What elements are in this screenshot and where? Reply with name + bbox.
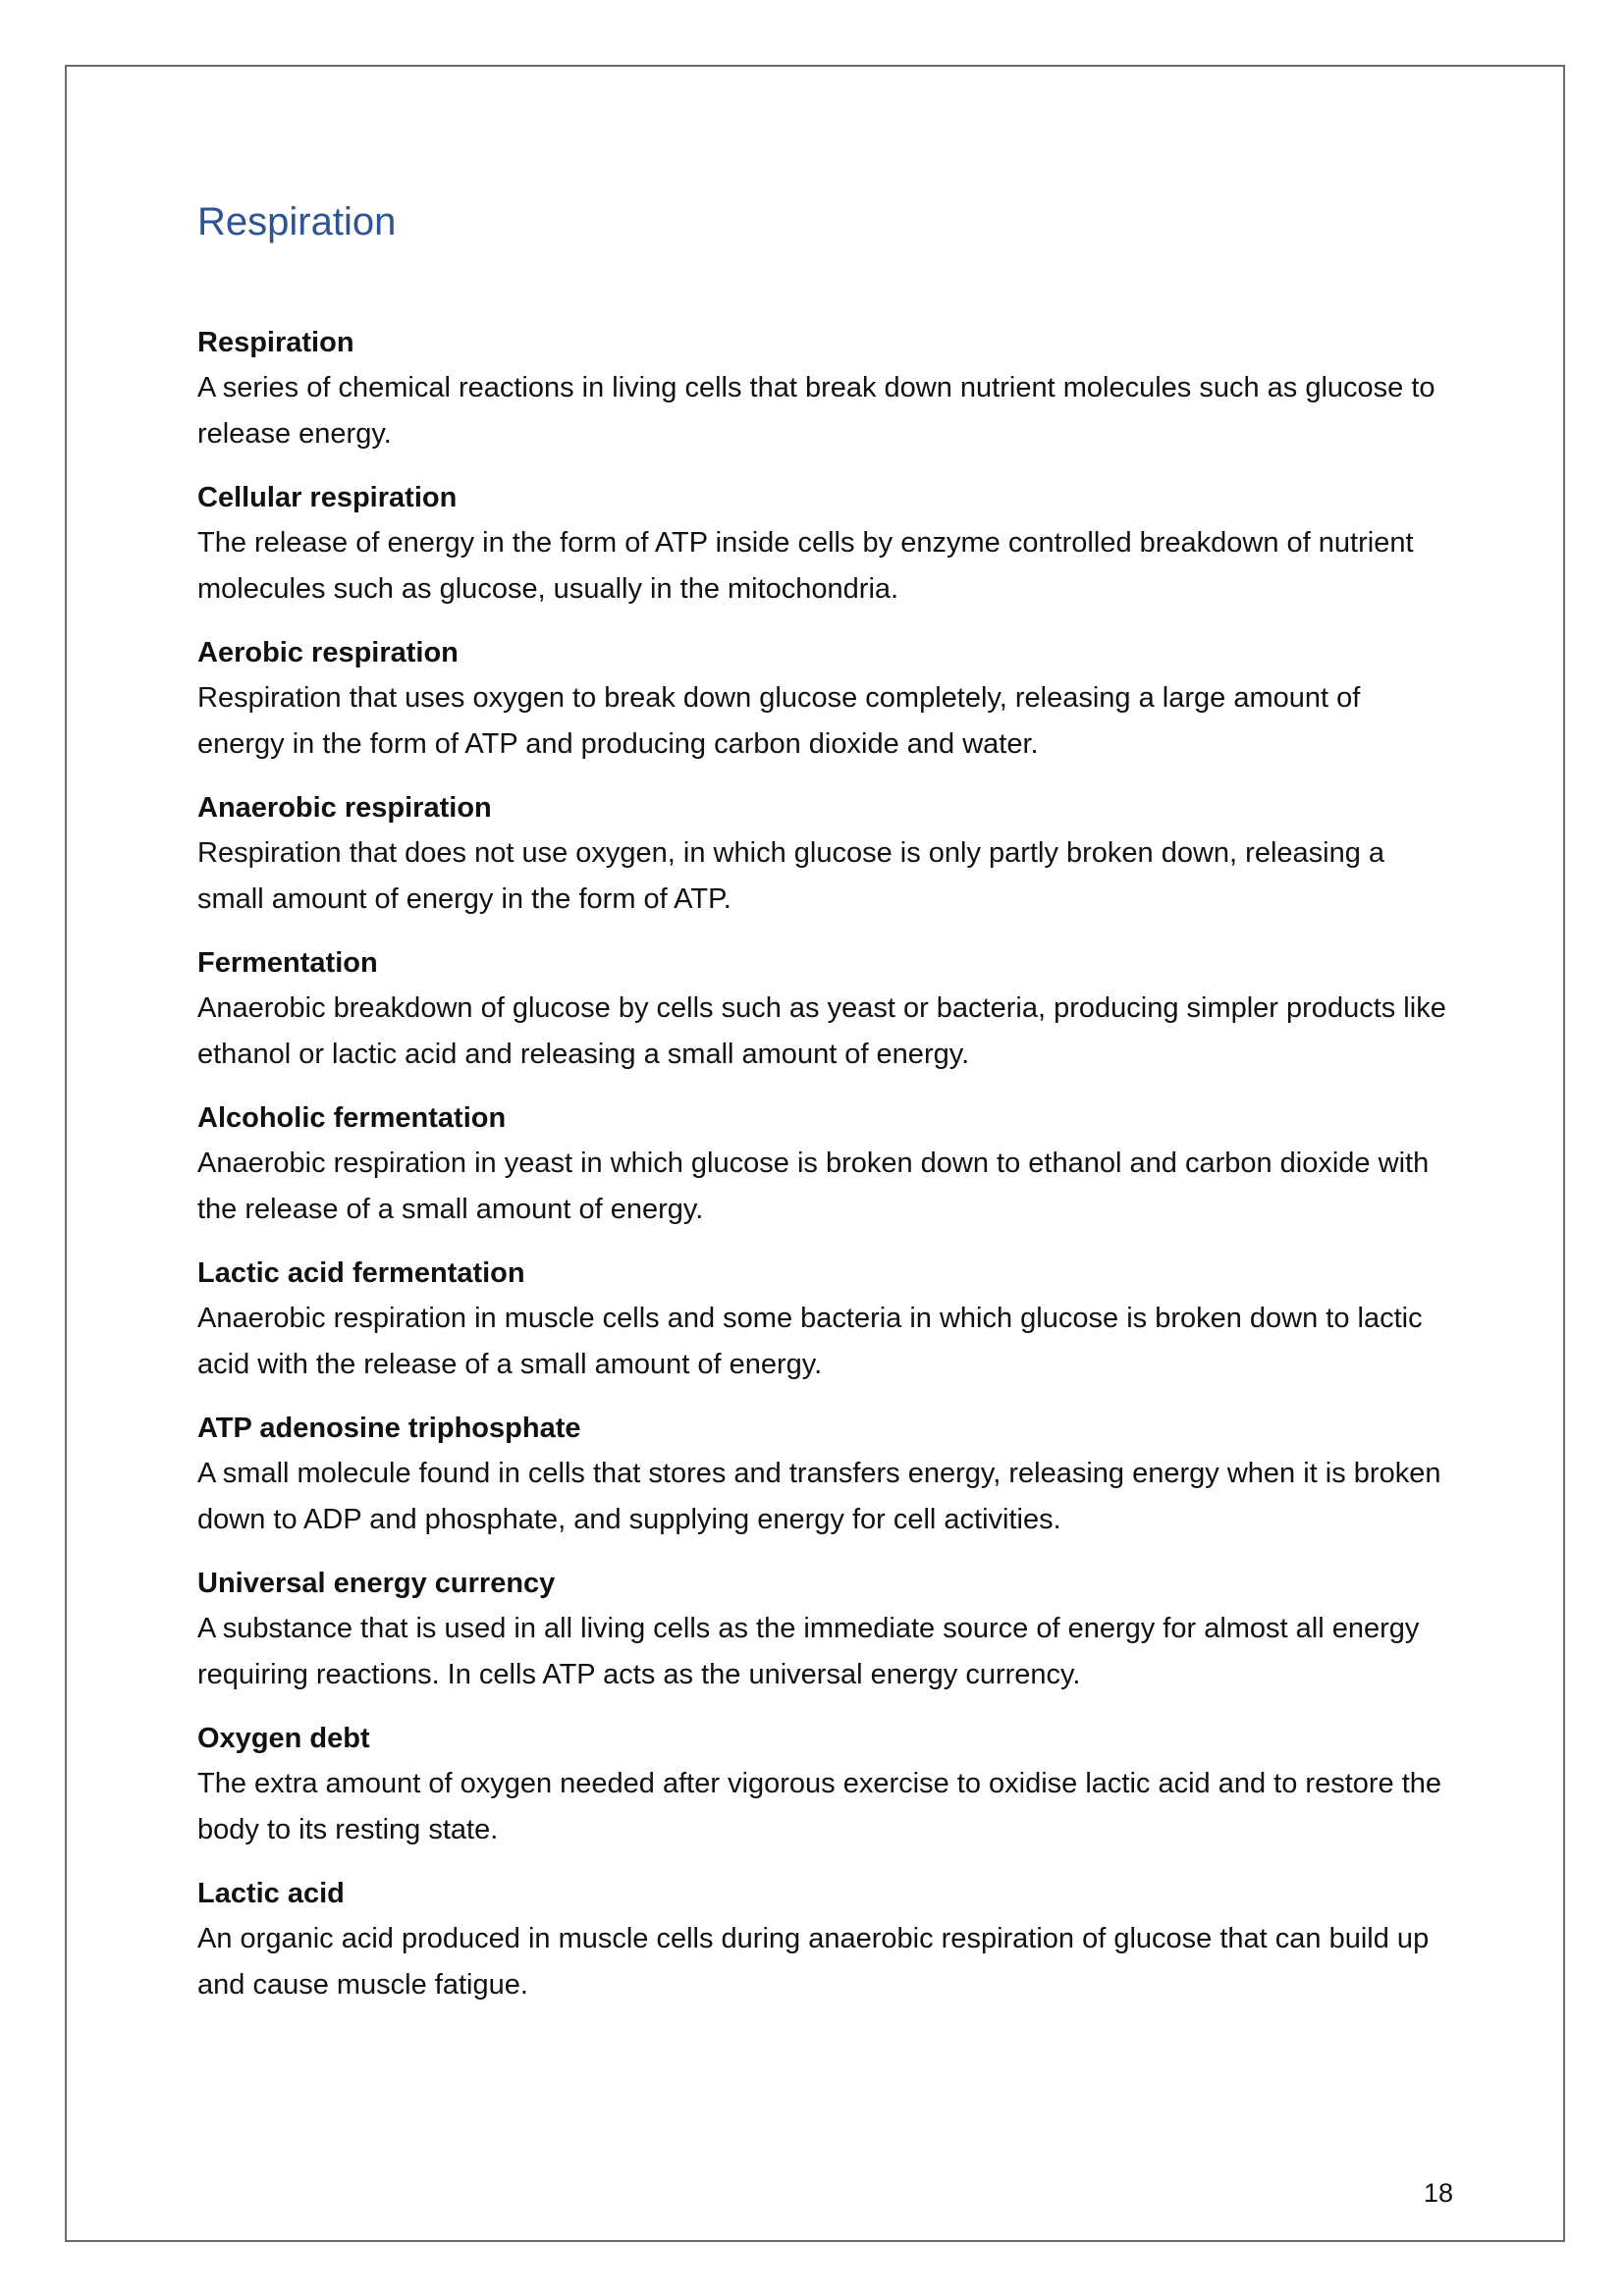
glossary-term: Lactic acid bbox=[197, 1878, 345, 1909]
glossary-definition: An organic acid produced in muscle cells during anaerobic respiration of glucose that can build up and cause muscle fatigue. bbox=[197, 1923, 1430, 2001]
glossary-entry bbox=[197, 1716, 1454, 1853]
glossary-definition: A series of chemical reactions in living cells that break down nutrient molecules such as glucose to release energy. bbox=[197, 372, 1435, 450]
glossary-term: Fermentation bbox=[197, 947, 378, 979]
glossary-term: Alcoholic fermentation bbox=[197, 1102, 507, 1134]
glossary-entry bbox=[197, 475, 1454, 613]
glossary-definition: The extra amount of oxygen needed after vigorous exercise to oxidise lactic acid and to restore the body to its resting state. bbox=[197, 1768, 1442, 1845]
glossary-entry bbox=[197, 785, 1454, 923]
glossary-term: Respiration bbox=[197, 327, 354, 358]
glossary-entry bbox=[197, 1251, 1454, 1388]
glossary-entry bbox=[197, 1406, 1454, 1543]
page-number: 18 bbox=[1423, 2178, 1453, 2208]
glossary-definition: A small molecule found in cells that stores and transfers energy, releasing energy when it is broken down to ADP and phosphate, and supplying energy for cell activities. bbox=[197, 1458, 1441, 1535]
glossary-definition: The release of energy in the form of ATP inside cells by enzyme controlled breakdown of nutrient molecules such as glucose, usually in the mitochondria. bbox=[197, 527, 1414, 605]
glossary-term: Anaerobic respiration bbox=[197, 792, 492, 824]
glossary-definition: A substance that is used in all living cells as the immediate source of energy for almost all energy requiring reactions. In cells ATP acts as the universal energy currency. bbox=[197, 1613, 1420, 1690]
glossary-definition: Respiration that uses oxygen to break down glucose completely, releasing a large amount of energy in the form of ATP and producing carbon dioxide and water. bbox=[197, 682, 1361, 760]
glossary-definition: Anaerobic breakdown of glucose by cells such as yeast or bacteria, producing simpler products like ethanol or lactic acid and releasing a small amount of energy. bbox=[197, 992, 1446, 1070]
glossary-entry bbox=[197, 1871, 1454, 2008]
glossary-term: ATP adenosine triphosphate bbox=[197, 1413, 581, 1444]
glossary-entry bbox=[197, 1095, 1454, 1233]
glossary-entry bbox=[197, 630, 1454, 768]
glossary-term: Lactic acid fermentation bbox=[197, 1257, 525, 1289]
glossary-term: Cellular respiration bbox=[197, 482, 458, 513]
glossary-entry bbox=[197, 1561, 1454, 1698]
glossary-definition: Anaerobic respiration in muscle cells and some bacteria in which glucose is broken down to lactic acid with the release of a small amount of energy. bbox=[197, 1303, 1423, 1380]
glossary-term: Oxygen debt bbox=[197, 1723, 370, 1754]
glossary-term: Aerobic respiration bbox=[197, 637, 459, 668]
glossary-definition: Anaerobic respiration in yeast in which glucose is broken down to ethanol and carbon dioxide with the release of a small amount of energy. bbox=[197, 1148, 1430, 1225]
glossary-definition: Respiration that does not use oxygen, in which glucose is only partly broken down, releasing a small amount of energy in the form of ATP. bbox=[197, 837, 1385, 915]
page-title: Respiration bbox=[197, 200, 397, 243]
glossary-entry bbox=[197, 940, 1454, 1078]
glossary-term: Universal energy currency bbox=[197, 1568, 556, 1599]
glossary-entry bbox=[197, 320, 1454, 457]
glossary-list bbox=[197, 320, 1454, 2008]
page-content bbox=[197, 196, 1454, 2026]
